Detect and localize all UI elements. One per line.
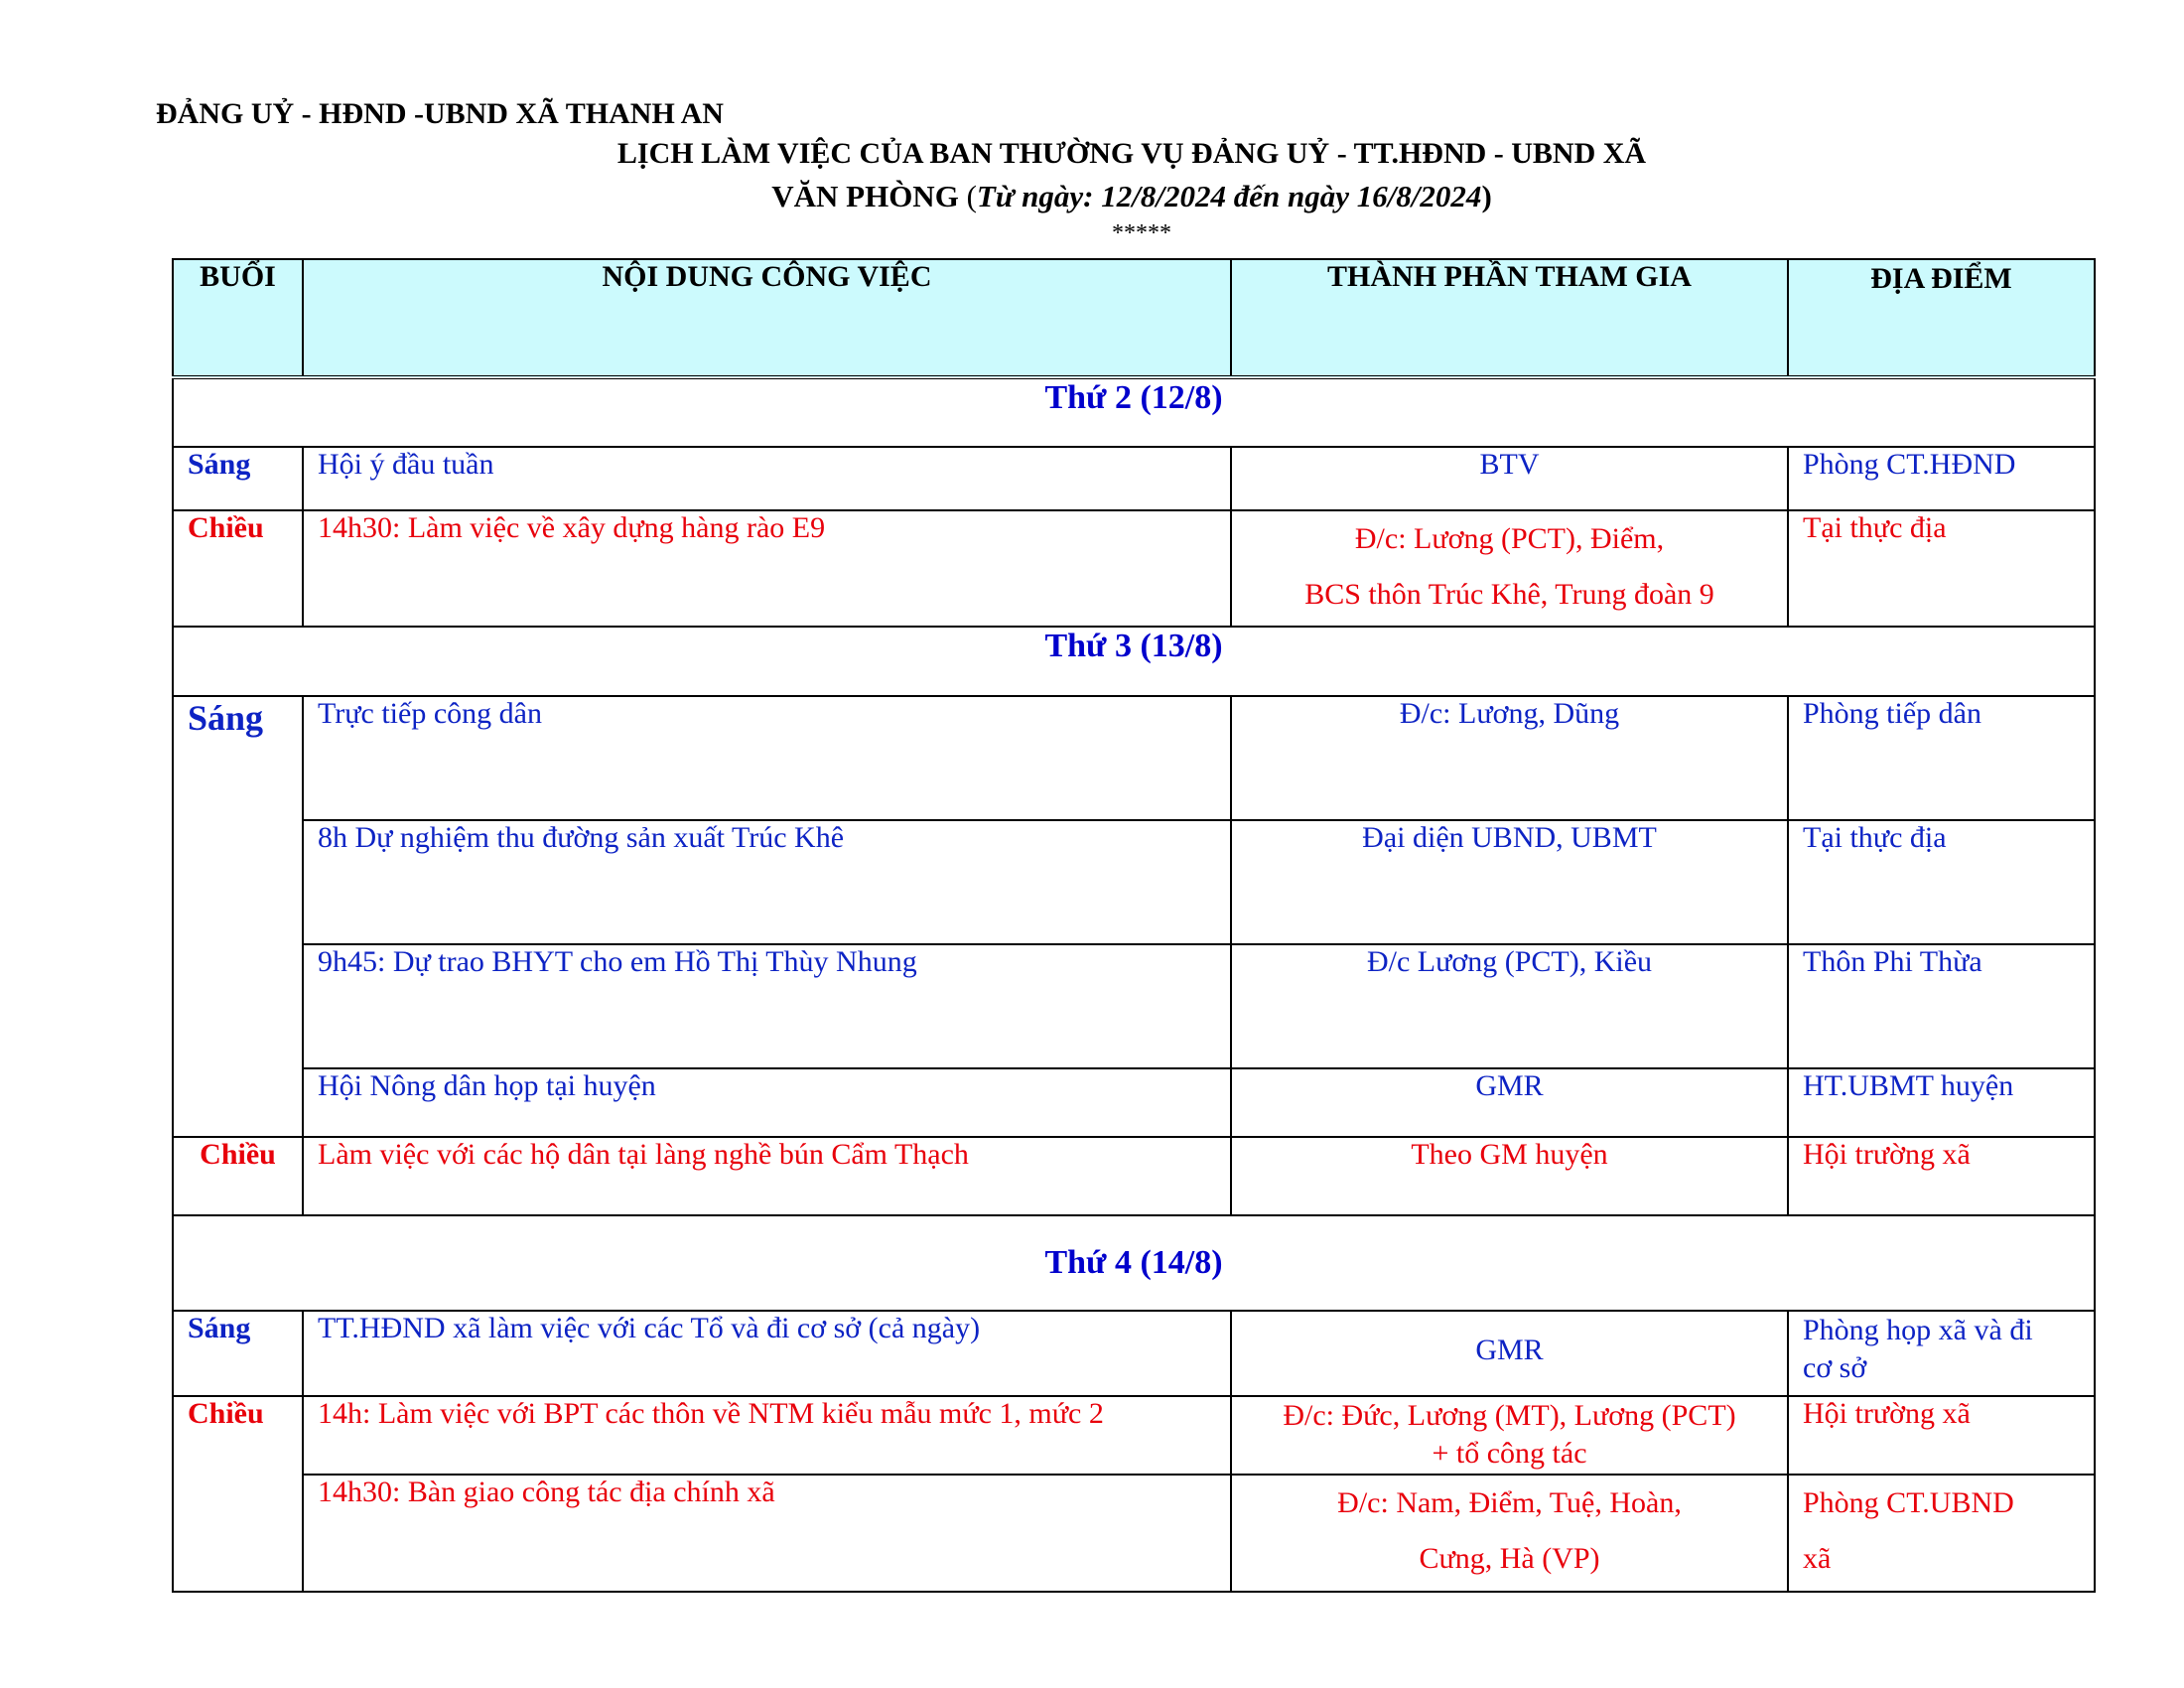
participants-line: Đ/c: Nam, Điểm, Tuệ, Hoàn, bbox=[1337, 1486, 1682, 1519]
task-location: Tại thực địa bbox=[1788, 820, 2095, 944]
task-content: 14h30: Làm việc về xây dựng hàng rào E9 bbox=[303, 510, 1231, 627]
task-content: 14h30: Bàn giao công tác địa chính xã bbox=[303, 1475, 1231, 1592]
participants-line: Đ/c: Đức, Lương (MT), Lương (PCT) bbox=[1283, 1399, 1736, 1432]
day-label-monday: Thứ 2 (12/8) bbox=[173, 377, 2095, 447]
organization-name: ĐẢNG UỶ - HĐND -UBND XÃ THANH AN bbox=[156, 97, 724, 130]
day-label-tuesday: Thứ 3 (13/8) bbox=[173, 627, 2095, 696]
schedule-table bbox=[172, 258, 2096, 1593]
task-content: Làm việc với các hộ dân tại làng nghề bún Cẩm Thạch bbox=[303, 1137, 1231, 1215]
task-content: Trực tiếp công dân bbox=[303, 696, 1231, 820]
location-line: xã bbox=[1803, 1542, 1832, 1575]
task-participants bbox=[1231, 1475, 1788, 1592]
session-label: Chiều bbox=[173, 1137, 303, 1215]
table-row bbox=[173, 696, 2095, 820]
date-range: Từ ngày: 12/8/2024 đến ngày 16/8/2024 bbox=[976, 179, 1482, 213]
subtitle-open-paren: ( bbox=[966, 179, 977, 213]
task-content: 14h: Làm việc với BPT các thôn về NTM kiểu mẫu mức 1, mức 2 bbox=[303, 1396, 1231, 1475]
col-header-content: NỘI DUNG CÔNG VIỆC bbox=[303, 259, 1231, 377]
task-location: Tại thực địa bbox=[1788, 510, 2095, 627]
task-participants: BTV bbox=[1231, 447, 1788, 510]
day-row-monday bbox=[173, 377, 2095, 447]
participants-line: BCS thôn Trúc Khê, Trung đoàn 9 bbox=[1304, 578, 1714, 611]
table-row bbox=[173, 1396, 2095, 1475]
table-header-row bbox=[173, 259, 2095, 377]
task-location: Hội trường xã bbox=[1788, 1137, 2095, 1215]
participants-line: Cưng, Hà (VP) bbox=[1419, 1542, 1600, 1575]
col-header-location: ĐỊA ĐIỂM bbox=[1788, 259, 2095, 377]
table-row bbox=[173, 820, 2095, 944]
task-location: Thôn Phi Thừa bbox=[1788, 944, 2095, 1068]
location-line: Phòng họp xã và đi bbox=[1803, 1314, 2033, 1346]
table-row bbox=[173, 1475, 2095, 1592]
task-participants bbox=[1231, 510, 1788, 627]
session-label: Sáng bbox=[173, 1311, 303, 1396]
task-location: Hội trường xã bbox=[1788, 1396, 2095, 1475]
subtitle-close-paren: ) bbox=[1481, 179, 1492, 213]
task-participants: GMR bbox=[1231, 1311, 1788, 1396]
document-title: LỊCH LÀM VIỆC CỦA BAN THƯỜNG VỤ ĐẢNG UỶ - TT.HĐND - UBND XÃ bbox=[616, 137, 1647, 170]
col-header-session: BUỔI bbox=[173, 259, 303, 377]
task-participants: Theo GM huyện bbox=[1231, 1137, 1788, 1215]
location-line: Phòng CT.UBND bbox=[1803, 1486, 2014, 1519]
table-row bbox=[173, 447, 2095, 510]
participants-line: + tổ công tác bbox=[1432, 1437, 1587, 1470]
task-participants: Đ/c Lương (PCT), Kiều bbox=[1231, 944, 1788, 1068]
table-row bbox=[173, 1311, 2095, 1396]
separator-stars: ***** bbox=[1112, 220, 1171, 246]
session-label: Chiều bbox=[173, 1396, 303, 1592]
day-row-tuesday bbox=[173, 627, 2095, 696]
task-location: Phòng CT.HĐND bbox=[1788, 447, 2095, 510]
task-participants: Đ/c: Lương, Dũng bbox=[1231, 696, 1788, 820]
task-content: 9h45: Dự trao BHYT cho em Hồ Thị Thùy Nhung bbox=[303, 944, 1231, 1068]
task-location bbox=[1788, 1475, 2095, 1592]
table-row bbox=[173, 510, 2095, 627]
task-location bbox=[1788, 1311, 2095, 1396]
day-row-wednesday bbox=[173, 1215, 2095, 1311]
document-subtitle bbox=[0, 179, 2184, 214]
task-participants: Đại diện UBND, UBMT bbox=[1231, 820, 1788, 944]
task-participants: GMR bbox=[1231, 1068, 1788, 1137]
task-location: HT.UBMT huyện bbox=[1788, 1068, 2095, 1137]
task-participants bbox=[1231, 1396, 1788, 1475]
session-label: Sáng bbox=[173, 696, 303, 1137]
col-header-participants: THÀNH PHẦN THAM GIA bbox=[1231, 259, 1788, 377]
subtitle-prefix: VĂN PHÒNG bbox=[771, 179, 967, 213]
location-line: cơ sở bbox=[1803, 1351, 1867, 1384]
task-content: TT.HĐND xã làm việc với các Tổ và đi cơ sở (cả ngày) bbox=[303, 1311, 1231, 1396]
task-content: 8h Dự nghiệm thu đường sản xuất Trúc Khê bbox=[303, 820, 1231, 944]
table-row bbox=[173, 1068, 2095, 1137]
task-location: Phòng tiếp dân bbox=[1788, 696, 2095, 820]
table-row bbox=[173, 944, 2095, 1068]
session-label: Sáng bbox=[173, 447, 303, 510]
task-content: Hội ý đầu tuần bbox=[303, 447, 1231, 510]
session-label: Chiều bbox=[173, 510, 303, 627]
day-label-wednesday: Thứ 4 (14/8) bbox=[173, 1215, 2095, 1311]
table-row bbox=[173, 1137, 2095, 1215]
task-content: Hội Nông dân họp tại huyện bbox=[303, 1068, 1231, 1137]
participants-line: Đ/c: Lương (PCT), Điểm, bbox=[1354, 522, 1665, 555]
